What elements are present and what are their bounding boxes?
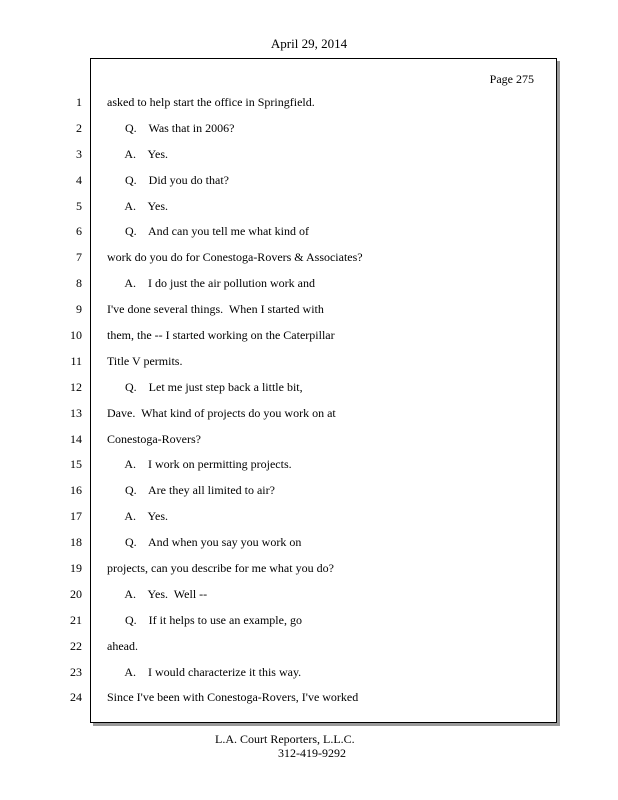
header-date: April 29, 2014 xyxy=(270,36,348,51)
transcript-line xyxy=(0,274,618,300)
line-number: 20 xyxy=(70,586,82,601)
line-number: 17 xyxy=(70,509,82,524)
line-text: A. I do just the air pollution work and xyxy=(107,276,315,291)
line-text: A. Yes. Well -- xyxy=(107,586,208,601)
line-text: Dave. What kind of projects do you work on at xyxy=(107,405,336,420)
transcript-line xyxy=(0,352,618,378)
transcript-line xyxy=(0,145,618,171)
line-text: them, the -- I started working on the Caterpillar xyxy=(107,328,335,343)
line-number: 22 xyxy=(70,638,82,653)
line-number: 13 xyxy=(70,405,82,420)
line-text: Q. Let me just step back a little bit, xyxy=(107,379,303,394)
line-number: 23 xyxy=(70,664,82,679)
line-number: 18 xyxy=(70,535,82,550)
line-text: ahead. xyxy=(107,638,138,653)
line-number: 6 xyxy=(76,224,82,239)
line-number: 21 xyxy=(70,612,82,627)
transcript-line xyxy=(0,663,618,689)
line-text: Q. Did you do that? xyxy=(107,172,229,187)
line-text: A. Yes. xyxy=(107,198,169,213)
line-number: 11 xyxy=(70,353,82,368)
transcript-line xyxy=(0,533,618,559)
transcript-line xyxy=(0,585,618,611)
transcript-line xyxy=(0,197,618,223)
transcript-line xyxy=(0,171,618,197)
line-text: Conestoga-Rovers? xyxy=(107,431,201,446)
line-number: 19 xyxy=(70,561,82,576)
transcript-line xyxy=(0,378,618,404)
line-text: asked to help start the office in Springfield. xyxy=(107,95,315,109)
line-text: Since I've been with Conestoga-Rovers, I've worked xyxy=(107,690,359,705)
line-text: Title V permits. xyxy=(107,353,183,368)
line-text: A. I would characterize it this way. xyxy=(107,664,302,679)
line-text: Q. And when you say you work on xyxy=(107,535,302,550)
line-text: A. Yes. xyxy=(107,146,169,161)
transcript-line xyxy=(0,430,618,456)
line-number: 9 xyxy=(76,302,82,317)
line-text: projects, can you describe for me what you do? xyxy=(107,561,334,576)
line-number: 16 xyxy=(70,483,82,498)
line-text: Q. If it helps to use an example, go xyxy=(107,612,302,627)
transcript-line xyxy=(0,222,618,248)
transcript-line xyxy=(0,404,618,430)
transcript-line xyxy=(0,481,618,507)
transcript-line xyxy=(0,611,618,637)
transcript-line xyxy=(0,326,618,352)
transcript-line xyxy=(0,455,618,481)
line-number: 24 xyxy=(70,690,82,705)
transcript-line xyxy=(0,93,618,119)
line-number: 10 xyxy=(70,328,82,343)
line-text: A. I work on permitting projects. xyxy=(107,457,292,472)
transcript-line xyxy=(0,637,618,663)
line-text: work do you do for Conestoga-Rovers & Associates? xyxy=(107,250,363,265)
footer-organization: L.A. Court Reporters, L.L.C. xyxy=(215,732,355,746)
footer-phone: 312-419-9292 xyxy=(278,746,346,760)
line-text: Q. And can you tell me what kind of xyxy=(107,224,309,239)
transcript-line xyxy=(0,300,618,326)
line-text: Q. Was that in 2006? xyxy=(107,120,235,135)
line-number: 15 xyxy=(70,457,82,472)
transcript-line xyxy=(0,119,618,145)
transcript-line xyxy=(0,559,618,585)
line-number: 12 xyxy=(70,379,82,394)
line-number: 7 xyxy=(76,250,82,265)
transcript-line xyxy=(0,688,618,714)
transcript-lines xyxy=(0,93,618,714)
line-number: 4 xyxy=(76,172,82,187)
line-text: A. Yes. xyxy=(107,509,169,524)
line-number: 1 xyxy=(76,95,82,109)
page-number: Page 275 xyxy=(489,72,534,86)
line-number: 2 xyxy=(76,120,82,135)
line-number: 3 xyxy=(76,146,82,161)
line-number: 14 xyxy=(70,431,82,446)
transcript-line xyxy=(0,248,618,274)
transcript-line xyxy=(0,507,618,533)
line-text: I've done several things. When I started with xyxy=(107,302,324,317)
line-number: 5 xyxy=(76,198,82,213)
line-text: Q. Are they all limited to air? xyxy=(107,483,275,498)
line-number: 8 xyxy=(76,276,82,291)
